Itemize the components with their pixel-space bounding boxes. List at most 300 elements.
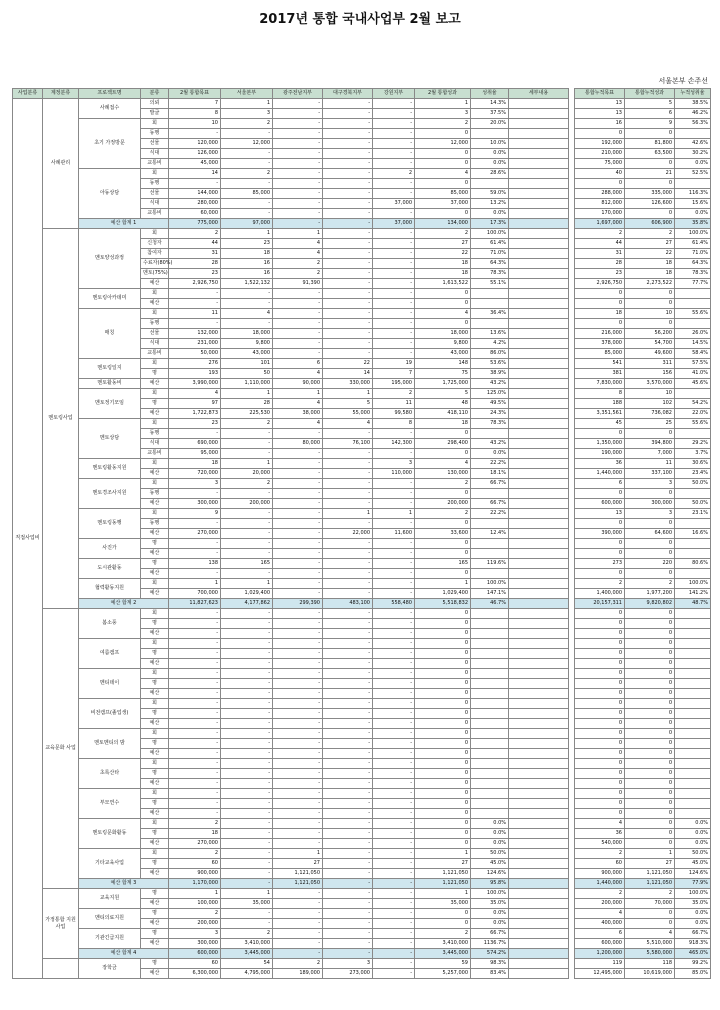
type-cell: 예산 <box>141 659 169 669</box>
value-cell: - <box>169 129 221 139</box>
value-cell: 1,440,000 <box>575 879 625 889</box>
value-cell: 298,400 <box>415 439 471 449</box>
value-cell: 0 <box>575 569 625 579</box>
value-cell: - <box>273 539 323 549</box>
value-cell: 63,500 <box>625 149 675 159</box>
value-cell: 0 <box>415 699 471 709</box>
value-cell: 20,000 <box>221 469 273 479</box>
table-row <box>575 119 711 129</box>
value-cell: 22 <box>625 249 675 259</box>
column-header: 프로젝트명 <box>79 89 141 99</box>
project-cell: 초기 가정방문 <box>79 119 141 169</box>
value-cell: 43.2% <box>471 439 509 449</box>
value-cell: - <box>373 969 415 979</box>
value-cell <box>509 929 569 939</box>
project-cell: 멘토상담 <box>79 419 141 459</box>
value-cell: 10 <box>625 309 675 319</box>
value-cell: 11,600 <box>373 529 415 539</box>
value-cell: 2,926,750 <box>169 279 221 289</box>
value-cell: 0 <box>415 669 471 679</box>
value-cell: 0.0% <box>675 919 711 929</box>
value-cell: 75 <box>415 369 471 379</box>
value-cell: 0 <box>625 739 675 749</box>
value-cell: 75,000 <box>575 159 625 169</box>
value-cell: 71.0% <box>471 249 509 259</box>
table-row <box>575 479 711 489</box>
value-cell: 15.6% <box>675 199 711 209</box>
value-cell: 0 <box>625 779 675 789</box>
value-cell: - <box>273 679 323 689</box>
value-cell: 100.0% <box>471 579 509 589</box>
project-cell: 멘토정기모임 <box>79 389 141 419</box>
value-cell: 3 <box>625 509 675 519</box>
value-cell: - <box>323 289 373 299</box>
value-cell: 1,722,873 <box>169 409 221 419</box>
value-cell: - <box>221 839 273 849</box>
value-cell: - <box>273 179 323 189</box>
value-cell: 200,000 <box>575 899 625 909</box>
value-cell: 0 <box>575 429 625 439</box>
value-cell: 0 <box>415 779 471 789</box>
value-cell: 276 <box>169 359 221 369</box>
table-row <box>575 209 711 219</box>
total-label: 예산 합계 4 <box>79 949 169 959</box>
type-cell: 발굴 <box>141 109 169 119</box>
value-cell: 37.5% <box>471 109 509 119</box>
value-cell <box>509 959 569 969</box>
value-cell: - <box>323 839 373 849</box>
value-cell: - <box>169 719 221 729</box>
value-cell <box>471 549 509 559</box>
table-row <box>575 279 711 289</box>
value-cell: - <box>323 339 373 349</box>
value-cell: 0 <box>575 629 625 639</box>
table-row <box>575 199 711 209</box>
value-cell <box>509 139 569 149</box>
value-cell: 0 <box>575 739 625 749</box>
value-cell: 0 <box>415 709 471 719</box>
value-cell: 0 <box>625 639 675 649</box>
value-cell: - <box>273 889 323 899</box>
page-title: 2017년 통합 국내사업부 2월 보고 <box>259 12 461 27</box>
value-cell: 1 <box>415 889 471 899</box>
value-cell: - <box>373 679 415 689</box>
table-row <box>575 549 711 559</box>
budget-total-row <box>13 599 569 609</box>
value-cell: 85,000 <box>575 349 625 359</box>
value-cell: 0 <box>625 619 675 629</box>
value-cell: - <box>221 489 273 499</box>
value-cell: - <box>221 519 273 529</box>
value-cell <box>471 739 509 749</box>
table-row <box>575 669 711 679</box>
value-cell: - <box>373 859 415 869</box>
value-cell <box>675 489 711 499</box>
value-cell: 45.0% <box>471 859 509 869</box>
table-row <box>575 329 711 339</box>
value-cell: - <box>323 149 373 159</box>
table-row <box>575 629 711 639</box>
value-cell <box>509 699 569 709</box>
column-header: 2월 통합성과 <box>415 89 471 99</box>
value-cell: - <box>273 119 323 129</box>
value-cell: 1 <box>221 389 273 399</box>
main-header-row <box>13 89 569 99</box>
value-cell: 2 <box>169 229 221 239</box>
value-cell: 3 <box>625 479 675 489</box>
value-cell: - <box>373 539 415 549</box>
value-cell: 1,200,000 <box>575 949 625 959</box>
value-cell: - <box>373 869 415 879</box>
value-cell <box>509 119 569 129</box>
value-cell <box>509 749 569 759</box>
value-cell <box>509 439 569 449</box>
value-cell: 0 <box>625 549 675 559</box>
value-cell: 14.3% <box>471 99 509 109</box>
value-cell: 0 <box>625 809 675 819</box>
value-cell: 225,530 <box>221 409 273 419</box>
value-cell: - <box>273 689 323 699</box>
value-cell: 273 <box>575 559 625 569</box>
type-cell: 회 <box>141 789 169 799</box>
value-cell <box>471 429 509 439</box>
value-cell: 270,000 <box>169 529 221 539</box>
value-cell: 918.3% <box>675 939 711 949</box>
value-cell: 394,800 <box>625 439 675 449</box>
value-cell <box>509 579 569 589</box>
value-cell: - <box>373 739 415 749</box>
table-row <box>575 869 711 879</box>
project-cell: 멘토링아카데미 <box>79 289 141 309</box>
value-cell: 100.0% <box>471 229 509 239</box>
value-cell: 46.2% <box>675 109 711 119</box>
type-cell: 회 <box>141 169 169 179</box>
value-cell: - <box>221 679 273 689</box>
value-cell: - <box>169 609 221 619</box>
value-cell: - <box>373 549 415 559</box>
value-cell: - <box>273 729 323 739</box>
value-cell: 14 <box>323 369 373 379</box>
project-cell: 협력활동지원 <box>79 579 141 599</box>
value-cell: - <box>373 339 415 349</box>
value-cell <box>509 299 569 309</box>
table-row <box>575 139 711 149</box>
value-cell: 50.0% <box>675 499 711 509</box>
value-cell: 4 <box>415 309 471 319</box>
value-cell: 61.4% <box>675 239 711 249</box>
value-cell: - <box>169 809 221 819</box>
value-cell: - <box>373 489 415 499</box>
table-row <box>575 339 711 349</box>
value-cell: 165 <box>415 559 471 569</box>
value-cell: 90,000 <box>273 379 323 389</box>
value-cell <box>675 749 711 759</box>
table-row <box>13 169 569 179</box>
account-cell: 교육문화 사업 <box>43 609 79 889</box>
value-cell: - <box>323 639 373 649</box>
table-row <box>575 759 711 769</box>
value-cell <box>471 539 509 549</box>
value-cell: 0 <box>575 619 625 629</box>
value-cell: 0.0% <box>675 829 711 839</box>
value-cell: - <box>323 429 373 439</box>
value-cell: 1,725,000 <box>415 379 471 389</box>
value-cell: 231,000 <box>169 339 221 349</box>
value-cell <box>509 549 569 559</box>
value-cell <box>675 669 711 679</box>
value-cell: 23 <box>169 269 221 279</box>
value-cell: - <box>273 619 323 629</box>
value-cell: - <box>323 789 373 799</box>
type-cell: 예산 <box>141 589 169 599</box>
value-cell: 0 <box>625 789 675 799</box>
value-cell <box>471 129 509 139</box>
value-cell: 1,697,000 <box>575 219 625 229</box>
type-cell: 교통비 <box>141 449 169 459</box>
value-cell <box>509 789 569 799</box>
value-cell <box>675 299 711 309</box>
value-cell <box>509 369 569 379</box>
value-cell: 4 <box>273 239 323 249</box>
value-cell <box>509 379 569 389</box>
value-cell: 1136.7% <box>471 939 509 949</box>
value-cell: 100.0% <box>471 889 509 899</box>
value-cell: - <box>273 289 323 299</box>
value-cell <box>675 719 711 729</box>
value-cell: - <box>273 909 323 919</box>
value-cell: 36 <box>575 459 625 469</box>
value-cell: 1,170,000 <box>169 879 221 889</box>
value-cell <box>675 549 711 559</box>
table-row <box>575 189 711 199</box>
value-cell: 2 <box>273 259 323 269</box>
value-cell: 3,990,000 <box>169 379 221 389</box>
table-row <box>575 789 711 799</box>
value-cell: 6 <box>575 929 625 939</box>
value-cell: 44 <box>169 239 221 249</box>
value-cell <box>675 319 711 329</box>
value-cell: 27 <box>625 859 675 869</box>
value-cell: 18 <box>415 259 471 269</box>
value-cell <box>509 159 569 169</box>
value-cell <box>509 599 569 609</box>
value-cell: - <box>221 609 273 619</box>
value-cell: - <box>323 799 373 809</box>
value-cell: 64.3% <box>675 259 711 269</box>
value-cell: - <box>323 259 373 269</box>
value-cell: - <box>323 939 373 949</box>
type-cell: 명 <box>141 929 169 939</box>
value-cell: - <box>273 929 323 939</box>
table-row <box>575 769 711 779</box>
value-cell <box>509 559 569 569</box>
value-cell <box>509 509 569 519</box>
value-cell <box>675 639 711 649</box>
value-cell: 0 <box>575 709 625 719</box>
value-cell: - <box>323 729 373 739</box>
value-cell: - <box>323 769 373 779</box>
value-cell: 0 <box>575 319 625 329</box>
value-cell: 330,000 <box>323 379 373 389</box>
value-cell: 9 <box>625 119 675 129</box>
value-cell: - <box>273 189 323 199</box>
value-cell: 775,000 <box>169 219 221 229</box>
value-cell: - <box>273 659 323 669</box>
value-cell: - <box>221 879 273 889</box>
value-cell: - <box>221 649 273 659</box>
value-cell: - <box>273 529 323 539</box>
value-cell <box>509 899 569 909</box>
value-cell: - <box>169 619 221 629</box>
value-cell: - <box>373 309 415 319</box>
project-cell: 멘토양성과정 <box>79 229 141 289</box>
project-cell: 멘토링문화활동 <box>79 819 141 849</box>
value-cell: 11 <box>625 459 675 469</box>
value-cell: 0 <box>575 719 625 729</box>
table-row <box>575 459 711 469</box>
value-cell: 2 <box>415 229 471 239</box>
table-row <box>575 319 711 329</box>
value-cell: 12,000 <box>221 139 273 149</box>
budget-total-row <box>13 219 569 229</box>
value-cell: 2 <box>273 959 323 969</box>
table-row <box>13 229 569 239</box>
value-cell: 50.0% <box>675 849 711 859</box>
type-cell: 의뢰 <box>141 99 169 109</box>
table-row <box>575 309 711 319</box>
value-cell: - <box>273 829 323 839</box>
value-cell: 100.0% <box>675 229 711 239</box>
value-cell: - <box>373 899 415 909</box>
value-cell: 78.3% <box>471 419 509 429</box>
project-cell: 여름캠프 <box>79 639 141 669</box>
type-cell: 회 <box>141 669 169 679</box>
value-cell: - <box>273 639 323 649</box>
value-cell: 25 <box>625 419 675 429</box>
value-cell: 2 <box>415 119 471 129</box>
value-cell: - <box>273 319 323 329</box>
value-cell: 0 <box>575 179 625 189</box>
value-cell: - <box>221 729 273 739</box>
value-cell: - <box>169 299 221 309</box>
value-cell: 220 <box>625 559 675 569</box>
table-row <box>575 939 711 949</box>
value-cell: 22.2% <box>471 509 509 519</box>
value-cell: - <box>323 739 373 749</box>
value-cell: - <box>221 849 273 859</box>
value-cell <box>471 519 509 529</box>
value-cell: - <box>373 609 415 619</box>
value-cell: 13.2% <box>471 199 509 209</box>
value-cell: 12,495,000 <box>575 969 625 979</box>
value-cell: - <box>273 609 323 619</box>
value-cell: 81,800 <box>625 139 675 149</box>
value-cell: 2 <box>575 849 625 859</box>
value-cell: 0.0% <box>471 449 509 459</box>
value-cell <box>509 179 569 189</box>
value-cell: 1,350,000 <box>575 439 625 449</box>
value-cell: - <box>373 769 415 779</box>
value-cell: 30.2% <box>675 149 711 159</box>
type-cell: 예산 <box>141 529 169 539</box>
value-cell: 49,600 <box>625 349 675 359</box>
value-cell: 18 <box>169 829 221 839</box>
value-cell: - <box>373 249 415 259</box>
value-cell <box>471 609 509 619</box>
value-cell <box>509 129 569 139</box>
table-row <box>575 389 711 399</box>
value-cell: 0 <box>575 769 625 779</box>
value-cell: 28 <box>221 399 273 409</box>
value-cell: - <box>373 229 415 239</box>
value-cell: 142,300 <box>373 439 415 449</box>
account-cell: 사례관리 <box>43 99 79 229</box>
value-cell: 558,480 <box>373 599 415 609</box>
value-cell: 4 <box>575 819 625 829</box>
value-cell: - <box>323 299 373 309</box>
table-row <box>575 429 711 439</box>
value-cell <box>509 109 569 119</box>
value-cell: - <box>323 199 373 209</box>
value-cell: - <box>373 159 415 169</box>
value-cell: - <box>323 109 373 119</box>
value-cell: 0 <box>415 789 471 799</box>
value-cell <box>509 679 569 689</box>
value-cell: - <box>221 439 273 449</box>
type-cell: 회 <box>141 359 169 369</box>
value-cell: 0 <box>415 909 471 919</box>
value-cell: 0.0% <box>471 919 509 929</box>
value-cell: 3 <box>169 929 221 939</box>
value-cell: 0.0% <box>675 819 711 829</box>
project-cell: 멘토경조사지원 <box>79 479 141 509</box>
value-cell: 18 <box>221 249 273 259</box>
value-cell: 0 <box>575 669 625 679</box>
value-cell: 1,977,200 <box>625 589 675 599</box>
value-cell: 18 <box>415 419 471 429</box>
value-cell: 77.9% <box>675 879 711 889</box>
value-cell: - <box>273 489 323 499</box>
value-cell <box>509 469 569 479</box>
value-cell: 95.8% <box>471 879 509 889</box>
value-cell: 148 <box>415 359 471 369</box>
value-cell <box>675 129 711 139</box>
value-cell: - <box>221 199 273 209</box>
value-cell: 0 <box>625 829 675 839</box>
type-cell: 회 <box>141 509 169 519</box>
value-cell: 210,000 <box>575 149 625 159</box>
value-cell: 7 <box>373 369 415 379</box>
value-cell: 335,000 <box>625 189 675 199</box>
value-cell <box>675 709 711 719</box>
value-cell: - <box>221 129 273 139</box>
value-cell: 0 <box>625 609 675 619</box>
value-cell: 0.0% <box>471 159 509 169</box>
value-cell: 27 <box>415 239 471 249</box>
value-cell: - <box>323 609 373 619</box>
value-cell: 0 <box>415 799 471 809</box>
column-header: 통합누적목표 <box>575 89 625 99</box>
value-cell: - <box>273 939 323 949</box>
value-cell <box>675 609 711 619</box>
value-cell: 58.4% <box>675 349 711 359</box>
value-cell: 43,000 <box>221 349 273 359</box>
value-cell: 138 <box>169 559 221 569</box>
value-cell: 2 <box>415 479 471 489</box>
value-cell <box>471 639 509 649</box>
column-header: 2월 통합목표 <box>169 89 221 99</box>
value-cell: 0 <box>575 659 625 669</box>
